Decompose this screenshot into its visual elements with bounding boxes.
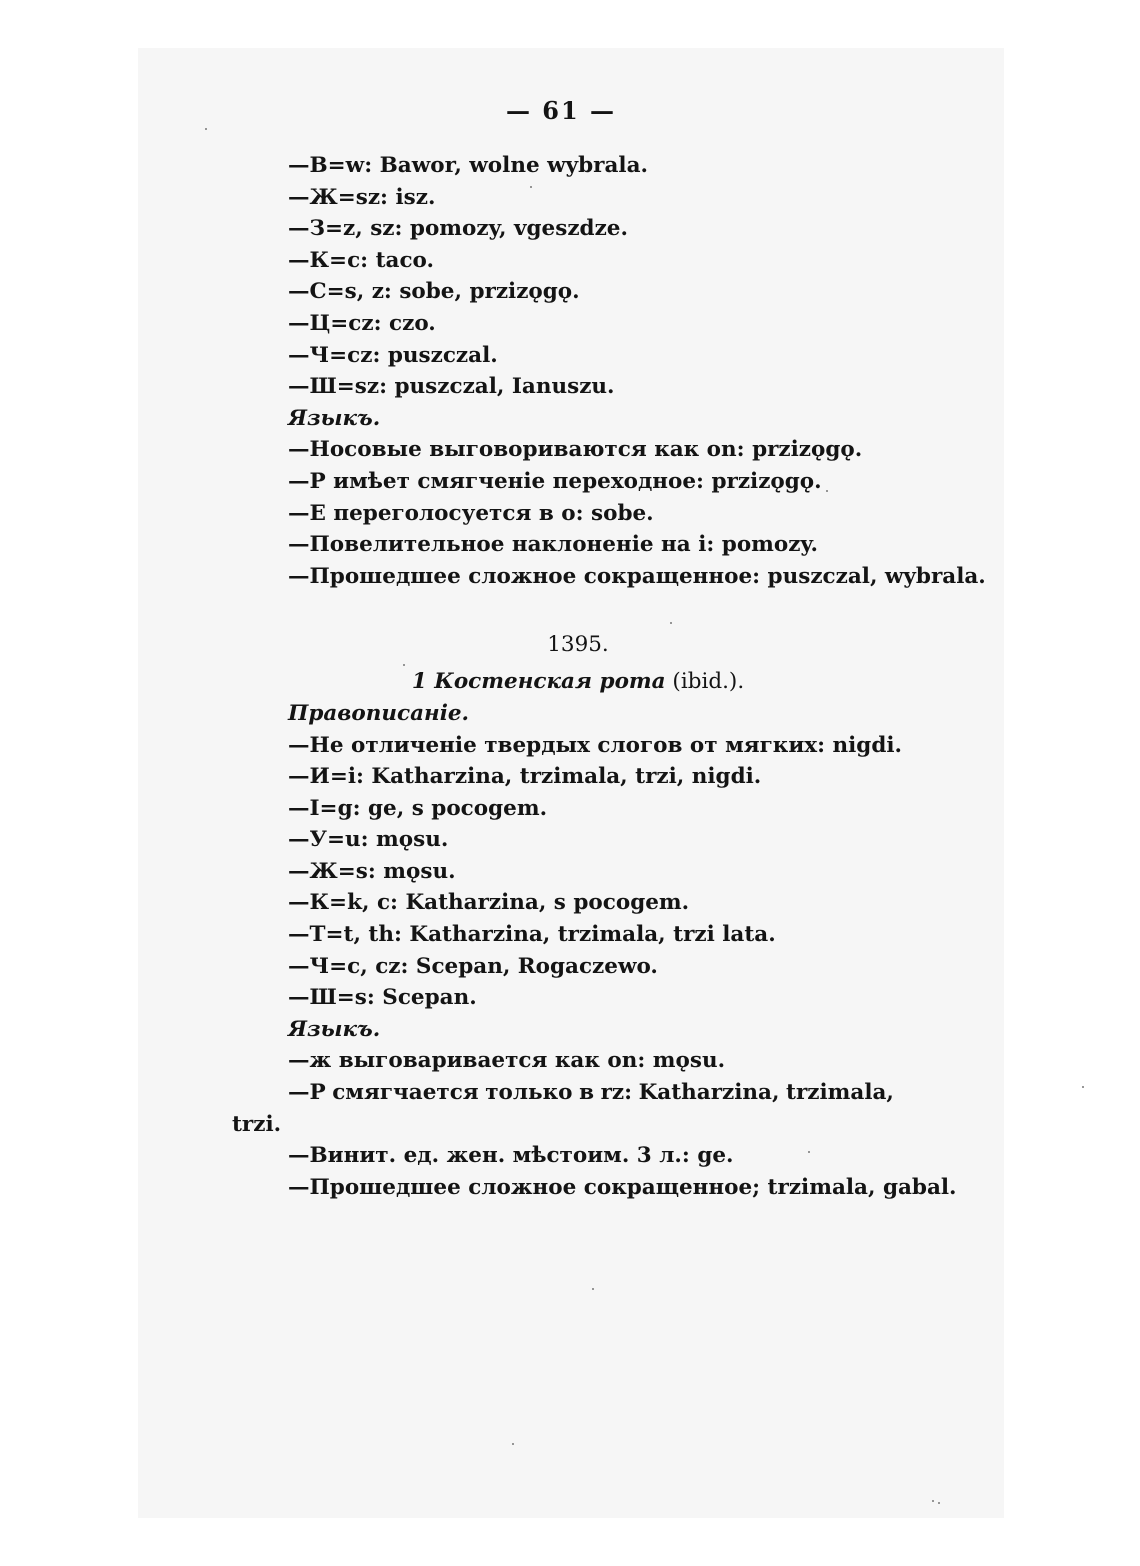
word: Katharzina, xyxy=(638,1080,780,1106)
section-heading-orthography: Правописаніе. xyxy=(288,700,470,726)
text-line-justified xyxy=(238,1077,918,1109)
speck xyxy=(530,186,532,188)
text-line: —Ц=cz: czo. xyxy=(288,310,436,336)
text-line: —К=c: taco. xyxy=(288,247,434,273)
text-line: —Ж=s: mǫsu. xyxy=(288,858,456,884)
word: trzimala, xyxy=(786,1080,894,1106)
speck xyxy=(1082,1086,1084,1088)
text-line: —Е переголосуется в о: sobe. xyxy=(288,500,654,526)
speck xyxy=(826,490,828,492)
text-line: —Ш=sz: puszczal, Ianuszu. xyxy=(288,374,615,400)
text-line: —Р имѣет смягченіе переходное: przizǫgǫ. xyxy=(288,468,822,494)
word: только xyxy=(485,1080,573,1106)
page-body xyxy=(232,150,986,1203)
text-line: —I=g: ge, s pocogem. xyxy=(288,795,548,821)
text-line: —З=z, sz: pomozy, vgeszdze. xyxy=(288,216,628,242)
speck xyxy=(938,1502,940,1504)
text-line: —Ш=s: Scepan. xyxy=(288,985,477,1011)
word: смягчается xyxy=(332,1080,479,1106)
text-line: —У=u: mǫsu. xyxy=(288,827,449,853)
speck xyxy=(403,664,405,666)
text-line: —В=w: Bawor, wolne wybrala. xyxy=(288,153,648,178)
text-line: —ж выговаривается как on: mǫsu. xyxy=(288,1048,726,1074)
text-line: —К=k, c: Katharzina, s pocogem. xyxy=(288,890,690,916)
text-line: —Ч=c, cz: Scepan, Rogaczewo. xyxy=(288,953,658,979)
speck xyxy=(670,622,672,624)
entry-title xyxy=(238,666,918,698)
speck xyxy=(205,128,207,130)
word: rz: xyxy=(600,1080,633,1106)
section-heading-language: Языкъ. xyxy=(288,405,381,431)
entry-number: 1395. xyxy=(547,632,609,658)
speck xyxy=(592,1288,594,1290)
page-number: — 61 — xyxy=(505,96,617,125)
text-line: —Т=t, th: Katharzina, trzimala, trzi lata. xyxy=(288,922,776,948)
text-line: —Носовые выговориваются как on: przizǫgǫ. xyxy=(288,437,863,463)
speck xyxy=(808,1151,810,1153)
speck xyxy=(932,1500,934,1502)
speck xyxy=(512,1443,514,1445)
text-line: —И=i: Katharzina, trzimala, trzi, nigdi. xyxy=(288,764,762,790)
text-line: —Прошедшее сложное сокращенное: puszczal, wybrala. xyxy=(288,563,986,589)
text-line: —С=s, z: sobe, przizǫgǫ. xyxy=(288,279,580,305)
entry-title-rest: (ibid.). xyxy=(665,669,745,695)
word: —Р xyxy=(288,1080,326,1106)
text-line: —Повелительное наклоненіе на i: pomozy. xyxy=(288,532,818,558)
text-line-continuation: trzi. xyxy=(232,1111,282,1137)
text-line: —Ж=sz: isz. xyxy=(288,184,436,210)
entry-title-italic: 1 Костенская рота xyxy=(411,669,666,695)
text-line: —Прошедшее сложное сокращенное; trzimala, gabal. xyxy=(288,1174,957,1200)
text-line: —Ч=cz: puszczal. xyxy=(288,342,498,368)
text-line: —Не отличеніе твердых слогов от мягких: nigdi. xyxy=(288,732,903,758)
word: в xyxy=(579,1080,595,1106)
text-line: —Винит. ед. жен. мѣстоим. 3 л.: ge. xyxy=(288,1143,734,1169)
section-heading-language: Языкъ. xyxy=(288,1016,381,1042)
